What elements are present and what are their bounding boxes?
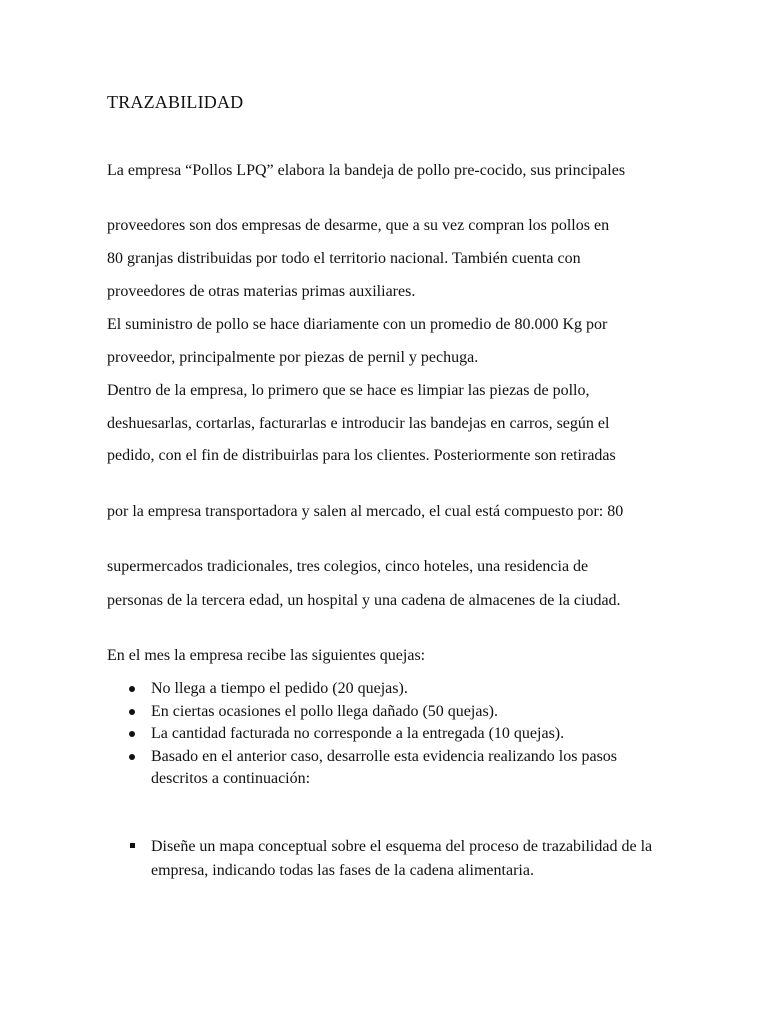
- list-item: [107, 835, 667, 882]
- paragraph-line: 80 granjas distribuidas por todo el territorio nacional. También cuenta con: [107, 250, 581, 267]
- complaint-text: La cantidad facturada no corresponde a la entregada (10 quejas).: [151, 725, 565, 742]
- list-item: [107, 701, 667, 724]
- complaint-text: No llega a tiempo el pedido (20 quejas).: [151, 680, 408, 697]
- paragraph-line: supermercados tradicionales, tres colegios, cinco hoteles, una residencia de: [107, 558, 589, 575]
- complaints-list: [107, 678, 667, 791]
- bullet-icon: [129, 709, 135, 715]
- square-bullet-icon: [130, 843, 135, 848]
- list-item: [107, 746, 667, 791]
- paragraph-line: proveedores de otras materias primas auxiliares.: [107, 283, 416, 300]
- paragraph-line: proveedores son dos empresas de desarme, que a su vez compran los pollos en: [107, 217, 610, 234]
- bullet-icon: [129, 754, 135, 760]
- task-text: Diseñe un mapa conceptual sobre el esquema del proceso de trazabilidad de la empresa, indicando todas las fases de la cadena alimentaria.: [151, 838, 653, 879]
- complaint-text: Basado en el anterior caso, desarrolle esta evidencia realizando los pasos descritos a continuación:: [151, 747, 618, 787]
- paragraph-line: por la empresa transportadora y salen al mercado, el cual está compuesto por: 80: [107, 503, 624, 520]
- paragraph-line: En el mes la empresa recibe las siguientes quejas:: [107, 647, 426, 664]
- paragraph-line: La empresa “Pollos LPQ” elabora la bandeja de pollo pre-cocido, sus principales: [107, 162, 626, 179]
- bullet-icon: [129, 731, 135, 737]
- paragraph-line: Dentro de la empresa, lo primero que se hace es limpiar las piezas de pollo,: [107, 382, 590, 399]
- list-item: [107, 678, 667, 701]
- paragraph-line: El suministro de pollo se hace diariamente con un promedio de 80.000 Kg por: [107, 316, 608, 333]
- paragraph-line: personas de la tercera edad, un hospital y una cadena de almacenes de la ciudad.: [107, 592, 621, 609]
- complaint-text: En ciertas ocasiones el pollo llega dañado (50 quejas).: [151, 702, 498, 720]
- paragraph-line: pedido, con el fin de distribuirlas para los clientes. Posteriormente son retiradas: [107, 447, 616, 464]
- paragraph-line: deshuesarlas, cortarlas, facturarlas e introducir las bandejas en carros, según el: [107, 415, 610, 432]
- paragraph-line: proveedor, principalmente por piezas de pernil y pechuga.: [107, 349, 479, 366]
- tasks-list: [107, 835, 667, 882]
- list-item: [107, 723, 667, 746]
- bullet-icon: [129, 686, 135, 692]
- document-title: TRAZABILIDAD: [107, 92, 244, 112]
